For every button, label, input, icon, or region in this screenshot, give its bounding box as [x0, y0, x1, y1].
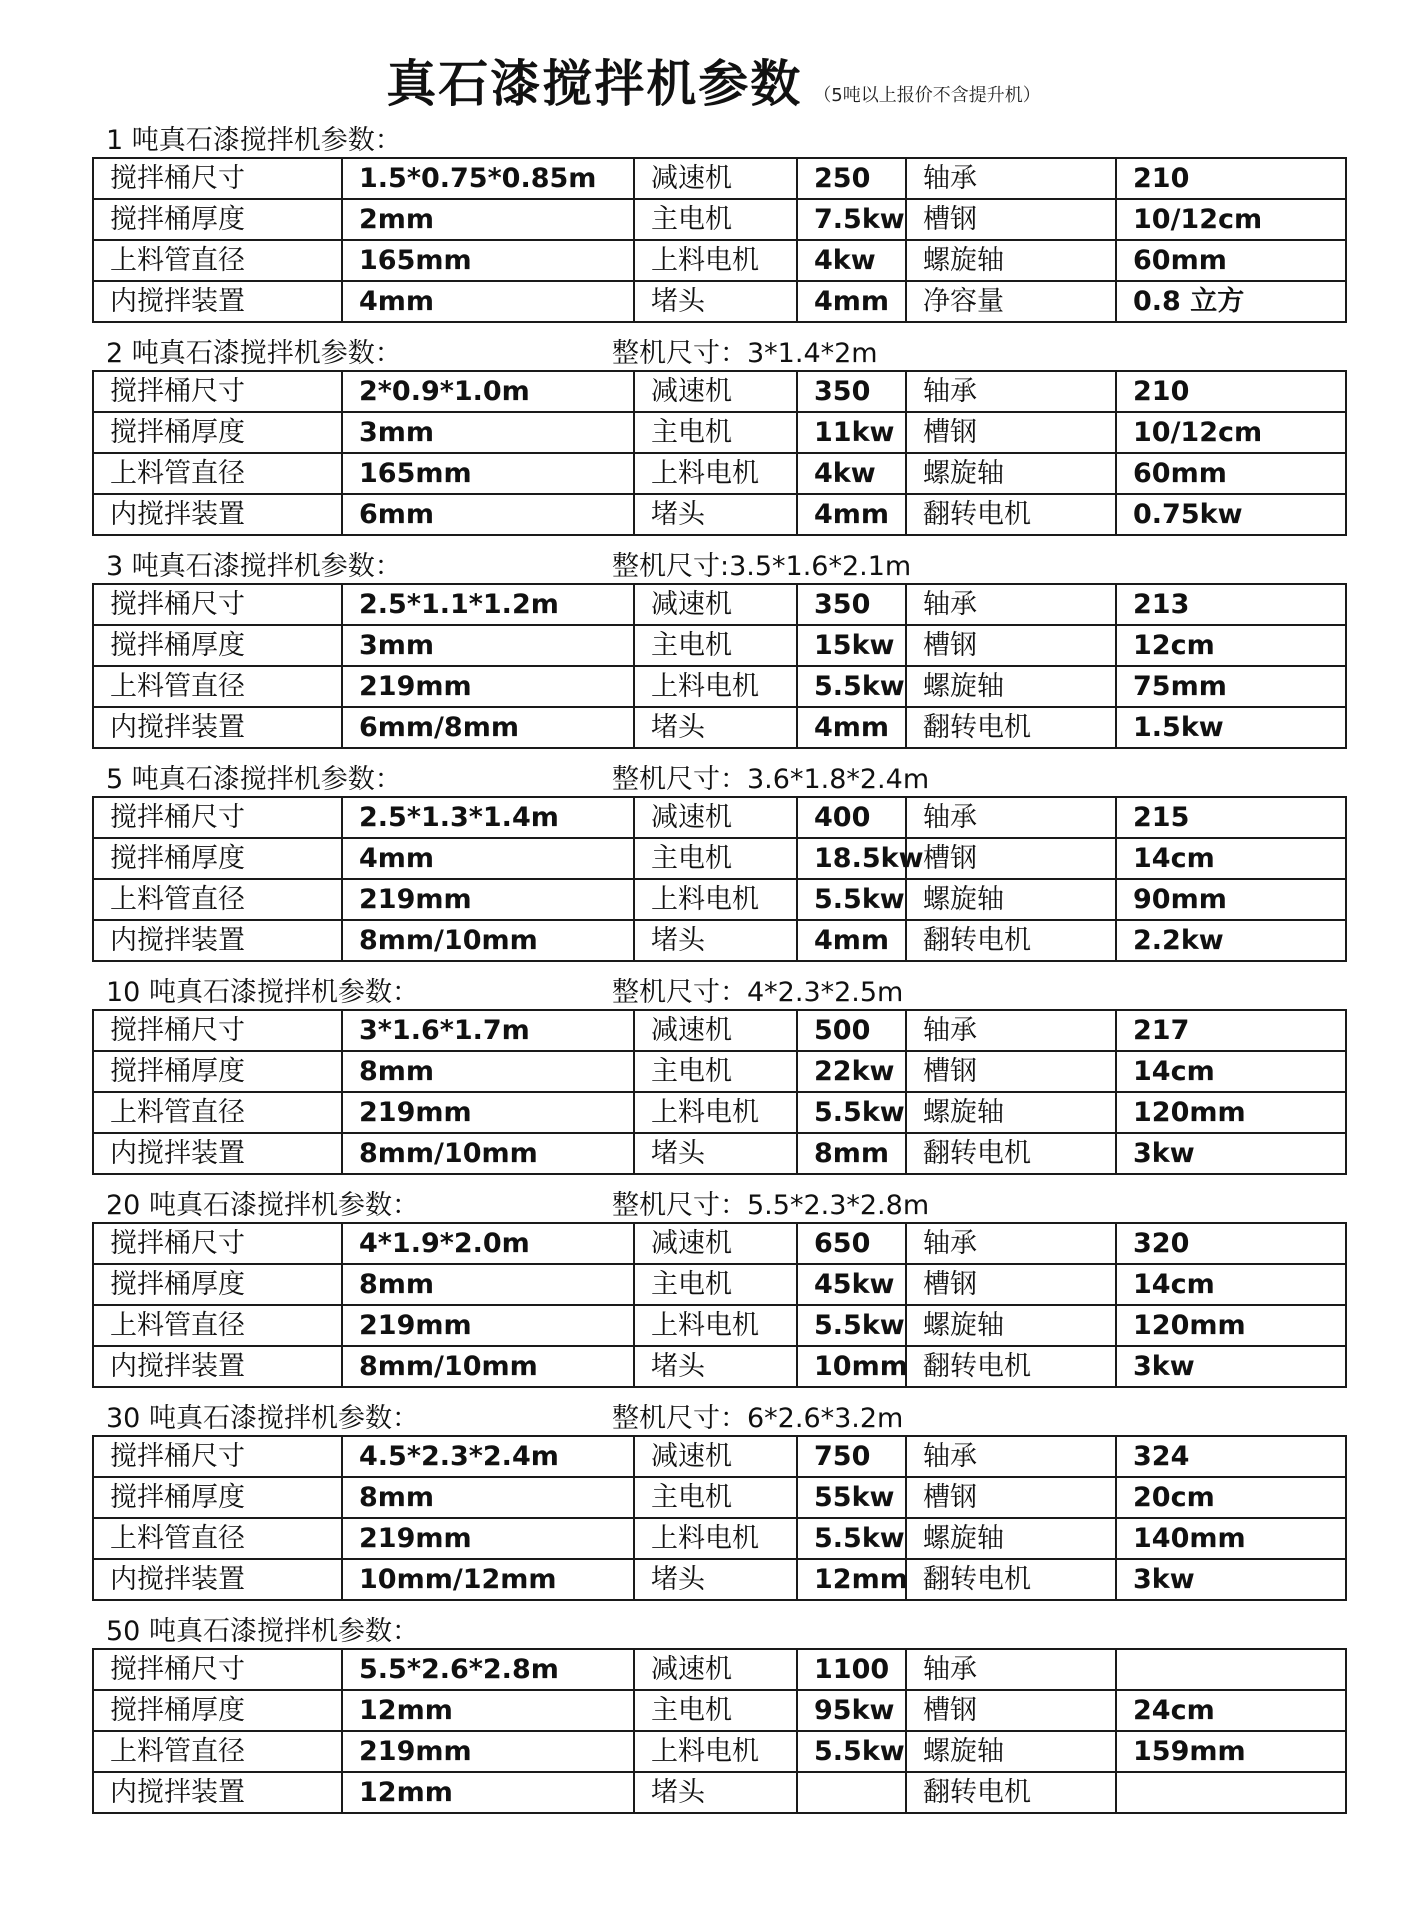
spec-table: [92, 370, 1347, 536]
param-label: 主电机: [634, 625, 797, 666]
param-value: 5.5kw: [797, 666, 906, 707]
param-label: 槽钢: [906, 625, 1116, 666]
param-value: 10mm/12mm: [342, 1559, 634, 1600]
param-value: 8mm: [342, 1264, 634, 1305]
param-value: 22kw: [797, 1051, 906, 1092]
param-label: 翻转电机: [906, 1133, 1116, 1174]
section-title: 20 吨真石漆搅拌机参数：: [106, 1190, 419, 1221]
param-label: 搅拌桶尺寸: [93, 158, 342, 199]
table-row: [93, 240, 1346, 281]
param-value: 219mm: [342, 666, 634, 707]
param-value: 6mm: [342, 494, 634, 535]
machine-overall-size: 整机尺寸:3.5*1.6*2.1m: [612, 551, 912, 582]
param-value: 215: [1116, 797, 1346, 838]
section-header: [92, 763, 1345, 796]
param-value: 219mm: [342, 879, 634, 920]
table-row: [93, 1559, 1346, 1600]
param-value: 650: [797, 1223, 906, 1264]
table-row: [93, 1436, 1346, 1477]
table-row: [93, 1092, 1346, 1133]
param-label: 上料管直径: [93, 1305, 342, 1346]
param-label: 减速机: [634, 1436, 797, 1477]
param-value: 7.5kw: [797, 199, 906, 240]
param-label: 槽钢: [906, 1477, 1116, 1518]
table-row: [93, 797, 1346, 838]
table-row: [93, 1305, 1346, 1346]
param-value: 217: [1116, 1010, 1346, 1051]
table-row: [93, 625, 1346, 666]
table-row: [93, 1223, 1346, 1264]
param-value: 8mm: [342, 1051, 634, 1092]
param-value: 4mm: [797, 707, 906, 748]
param-label: 翻转电机: [906, 1346, 1116, 1387]
param-label: 翻转电机: [906, 1772, 1116, 1813]
param-value: 45kw: [797, 1264, 906, 1305]
table-row: [93, 1690, 1346, 1731]
section-header: [92, 1615, 1345, 1648]
param-value: 10mm: [797, 1346, 906, 1387]
param-value: 250: [797, 158, 906, 199]
param-value: [1116, 1772, 1346, 1813]
param-value: 219mm: [342, 1305, 634, 1346]
machine-overall-size: 整机尺寸：6*2.6*3.2m: [612, 1403, 904, 1434]
param-label: 槽钢: [906, 1264, 1116, 1305]
param-label: 螺旋轴: [906, 453, 1116, 494]
param-value: 6mm/8mm: [342, 707, 634, 748]
param-label: 螺旋轴: [906, 879, 1116, 920]
param-value: 5.5*2.6*2.8m: [342, 1649, 634, 1690]
param-value: 4mm: [797, 281, 906, 322]
param-value: 8mm/10mm: [342, 1133, 634, 1174]
param-label: 上料管直径: [93, 453, 342, 494]
param-label: 搅拌桶尺寸: [93, 797, 342, 838]
param-label: 减速机: [634, 371, 797, 412]
param-value: 5.5kw: [797, 1731, 906, 1772]
param-label: 轴承: [906, 158, 1116, 199]
param-value: 4mm: [797, 494, 906, 535]
param-label: 轴承: [906, 1223, 1116, 1264]
param-label: 上料管直径: [93, 666, 342, 707]
table-row: [93, 1772, 1346, 1813]
param-value: 320: [1116, 1223, 1346, 1264]
param-label: 搅拌桶尺寸: [93, 1010, 342, 1051]
table-row: [93, 1133, 1346, 1174]
param-value: 3*1.6*1.7m: [342, 1010, 634, 1051]
param-value: 60mm: [1116, 453, 1346, 494]
param-label: 槽钢: [906, 838, 1116, 879]
param-value: 90mm: [1116, 879, 1346, 920]
param-value: 55kw: [797, 1477, 906, 1518]
param-value: 4.5*2.3*2.4m: [342, 1436, 634, 1477]
param-value: 5.5kw: [797, 1092, 906, 1133]
param-label: 螺旋轴: [906, 1092, 1116, 1133]
param-label: 内搅拌装置: [93, 1559, 342, 1600]
param-value: 11kw: [797, 412, 906, 453]
param-label: 搅拌桶厚度: [93, 625, 342, 666]
param-label: 内搅拌装置: [93, 1133, 342, 1174]
param-value: 5.5kw: [797, 1305, 906, 1346]
param-value: 165mm: [342, 240, 634, 281]
param-label: 堵头: [634, 1559, 797, 1600]
table-row: [93, 879, 1346, 920]
param-label: 搅拌桶尺寸: [93, 1436, 342, 1477]
param-value: 350: [797, 371, 906, 412]
spec-section: [92, 550, 1345, 763]
param-label: 槽钢: [906, 199, 1116, 240]
param-label: 堵头: [634, 920, 797, 961]
table-row: [93, 1649, 1346, 1690]
section-header: [92, 337, 1345, 370]
param-value: 1.5*0.75*0.85m: [342, 158, 634, 199]
param-value: 2.5*1.3*1.4m: [342, 797, 634, 838]
param-value: 4mm: [797, 920, 906, 961]
param-label: 上料管直径: [93, 240, 342, 281]
spec-table: [92, 1222, 1347, 1388]
param-label: 轴承: [906, 584, 1116, 625]
param-value: 2.5*1.1*1.2m: [342, 584, 634, 625]
spec-table: [92, 583, 1347, 749]
param-label: 轴承: [906, 1010, 1116, 1051]
param-value: 12mm: [342, 1772, 634, 1813]
param-label: 槽钢: [906, 1051, 1116, 1092]
param-label: 搅拌桶尺寸: [93, 1223, 342, 1264]
param-value: 8mm/10mm: [342, 1346, 634, 1387]
sections-container: [92, 124, 1345, 1828]
table-row: [93, 838, 1346, 879]
table-row: [93, 281, 1346, 322]
table-row: [93, 1477, 1346, 1518]
param-value: 219mm: [342, 1518, 634, 1559]
param-value: 15kw: [797, 625, 906, 666]
machine-overall-size: 整机尺寸：3*1.4*2m: [612, 338, 878, 369]
param-value: 500: [797, 1010, 906, 1051]
param-label: 内搅拌装置: [93, 707, 342, 748]
param-value: 2.2kw: [1116, 920, 1346, 961]
param-label: 减速机: [634, 1010, 797, 1051]
param-label: 净容量: [906, 281, 1116, 322]
param-label: 主电机: [634, 1477, 797, 1518]
param-label: 上料管直径: [93, 1518, 342, 1559]
param-value: 60mm: [1116, 240, 1346, 281]
param-label: 搅拌桶厚度: [93, 1477, 342, 1518]
table-row: [93, 453, 1346, 494]
param-value: 213: [1116, 584, 1346, 625]
param-label: 内搅拌装置: [93, 281, 342, 322]
param-value: 219mm: [342, 1731, 634, 1772]
param-label: 槽钢: [906, 412, 1116, 453]
param-value: 0.75kw: [1116, 494, 1346, 535]
param-value: 2*0.9*1.0m: [342, 371, 634, 412]
param-label: 主电机: [634, 1264, 797, 1305]
section-title: 3 吨真石漆搅拌机参数：: [106, 551, 402, 582]
param-value: 210: [1116, 158, 1346, 199]
param-value: 165mm: [342, 453, 634, 494]
param-label: 翻转电机: [906, 707, 1116, 748]
param-value: 4kw: [797, 240, 906, 281]
param-label: 堵头: [634, 281, 797, 322]
param-value: 75mm: [1116, 666, 1346, 707]
param-value: 159mm: [1116, 1731, 1346, 1772]
section-header: [92, 1402, 1345, 1435]
table-row: [93, 920, 1346, 961]
param-value: 95kw: [797, 1690, 906, 1731]
machine-overall-size: 整机尺寸：3.6*1.8*2.4m: [612, 764, 930, 795]
table-row: [93, 1346, 1346, 1387]
param-label: 搅拌桶尺寸: [93, 371, 342, 412]
param-label: 螺旋轴: [906, 1305, 1116, 1346]
param-value: 20cm: [1116, 1477, 1346, 1518]
table-row: [93, 1264, 1346, 1305]
param-label: 堵头: [634, 707, 797, 748]
param-label: 螺旋轴: [906, 1731, 1116, 1772]
param-value: 5.5kw: [797, 879, 906, 920]
param-label: 上料电机: [634, 453, 797, 494]
spec-section: [92, 1402, 1345, 1615]
param-label: 上料电机: [634, 1731, 797, 1772]
section-title: 10 吨真石漆搅拌机参数：: [106, 977, 419, 1008]
param-label: 内搅拌装置: [93, 920, 342, 961]
section-header: [92, 550, 1345, 583]
param-value: 10/12cm: [1116, 412, 1346, 453]
table-row: [93, 412, 1346, 453]
param-label: 轴承: [906, 1436, 1116, 1477]
machine-overall-size: 整机尺寸：5.5*2.3*2.8m: [612, 1190, 930, 1221]
param-value: 3kw: [1116, 1133, 1346, 1174]
table-row: [93, 707, 1346, 748]
param-label: 主电机: [634, 1690, 797, 1731]
param-label: 上料电机: [634, 1305, 797, 1346]
param-label: 减速机: [634, 1649, 797, 1690]
param-label: 内搅拌装置: [93, 494, 342, 535]
param-value: 140mm: [1116, 1518, 1346, 1559]
spec-table: [92, 1009, 1347, 1175]
param-value: 4kw: [797, 453, 906, 494]
param-label: 减速机: [634, 584, 797, 625]
param-label: 堵头: [634, 1346, 797, 1387]
section-title: 5 吨真石漆搅拌机参数：: [106, 764, 402, 795]
param-label: 上料电机: [634, 240, 797, 281]
table-row: [93, 1731, 1346, 1772]
param-label: 翻转电机: [906, 1559, 1116, 1600]
param-label: 翻转电机: [906, 494, 1116, 535]
param-label: 上料电机: [634, 666, 797, 707]
param-value: 4*1.9*2.0m: [342, 1223, 634, 1264]
param-label: 减速机: [634, 1223, 797, 1264]
spec-section: [92, 337, 1345, 550]
param-value: 14cm: [1116, 1051, 1346, 1092]
param-label: 搅拌桶厚度: [93, 1690, 342, 1731]
table-row: [93, 494, 1346, 535]
param-value: 3mm: [342, 625, 634, 666]
section-header: [92, 124, 1345, 157]
table-row: [93, 584, 1346, 625]
param-value: 400: [797, 797, 906, 838]
spec-section: [92, 763, 1345, 976]
table-row: [93, 158, 1346, 199]
param-value: 10/12cm: [1116, 199, 1346, 240]
param-value: 1.5kw: [1116, 707, 1346, 748]
param-value: 3kw: [1116, 1559, 1346, 1600]
section-title: 30 吨真石漆搅拌机参数：: [106, 1403, 419, 1434]
param-value: 0.8 立方: [1116, 281, 1346, 322]
param-label: 搅拌桶尺寸: [93, 1649, 342, 1690]
param-label: 主电机: [634, 199, 797, 240]
param-label: 上料电机: [634, 879, 797, 920]
title-row: [0, 44, 1427, 116]
spec-table: [92, 1648, 1347, 1814]
table-row: [93, 1051, 1346, 1092]
param-label: 螺旋轴: [906, 240, 1116, 281]
param-label: 上料管直径: [93, 1731, 342, 1772]
param-label: 槽钢: [906, 1690, 1116, 1731]
param-label: 堵头: [634, 494, 797, 535]
param-value: 120mm: [1116, 1092, 1346, 1133]
param-value: 2mm: [342, 199, 634, 240]
spec-table: [92, 1435, 1347, 1601]
table-row: [93, 371, 1346, 412]
param-value: 5.5kw: [797, 1518, 906, 1559]
table-row: [93, 199, 1346, 240]
param-value: [1116, 1649, 1346, 1690]
section-header: [92, 1189, 1345, 1222]
spec-table: [92, 796, 1347, 962]
param-label: 轴承: [906, 371, 1116, 412]
table-row: [93, 1010, 1346, 1051]
section-title: 2 吨真石漆搅拌机参数：: [106, 338, 402, 369]
machine-overall-size: 整机尺寸：4*2.3*2.5m: [612, 977, 904, 1008]
param-value: 24cm: [1116, 1690, 1346, 1731]
param-value: 3mm: [342, 412, 634, 453]
param-value: 18.5kw: [797, 838, 906, 879]
param-value: 120mm: [1116, 1305, 1346, 1346]
param-label: 螺旋轴: [906, 666, 1116, 707]
param-value: 324: [1116, 1436, 1346, 1477]
param-label: 减速机: [634, 797, 797, 838]
param-value: 12cm: [1116, 625, 1346, 666]
param-value: 210: [1116, 371, 1346, 412]
param-value: 12mm: [797, 1559, 906, 1600]
section-header: [92, 976, 1345, 1009]
spec-section: [92, 1189, 1345, 1402]
spec-section: [92, 124, 1345, 337]
param-label: 螺旋轴: [906, 1518, 1116, 1559]
param-value: 750: [797, 1436, 906, 1477]
param-label: 搅拌桶厚度: [93, 199, 342, 240]
param-label: 搅拌桶尺寸: [93, 584, 342, 625]
param-label: 搅拌桶厚度: [93, 1264, 342, 1305]
param-label: 上料电机: [634, 1518, 797, 1559]
spec-section: [92, 976, 1345, 1189]
param-label: 搅拌桶厚度: [93, 412, 342, 453]
table-row: [93, 666, 1346, 707]
title-note: （5吨以上报价不含提升机）: [813, 85, 1041, 106]
param-value: 4mm: [342, 281, 634, 322]
param-label: 堵头: [634, 1772, 797, 1813]
param-value: 1100: [797, 1649, 906, 1690]
param-label: 上料管直径: [93, 1092, 342, 1133]
spec-table: [92, 157, 1347, 323]
param-value: 8mm: [342, 1477, 634, 1518]
param-value: 4mm: [342, 838, 634, 879]
param-label: 主电机: [634, 838, 797, 879]
param-value: 14cm: [1116, 1264, 1346, 1305]
param-label: 轴承: [906, 797, 1116, 838]
param-value: 219mm: [342, 1092, 634, 1133]
param-value: 12mm: [342, 1690, 634, 1731]
param-label: 堵头: [634, 1133, 797, 1174]
param-value: 8mm/10mm: [342, 920, 634, 961]
param-label: 翻转电机: [906, 920, 1116, 961]
section-title: 50 吨真石漆搅拌机参数：: [106, 1616, 419, 1647]
param-label: 减速机: [634, 158, 797, 199]
section-title: 1 吨真石漆搅拌机参数：: [106, 125, 402, 156]
param-label: 上料电机: [634, 1092, 797, 1133]
param-label: 内搅拌装置: [93, 1772, 342, 1813]
param-value: [797, 1772, 906, 1813]
spec-section: [92, 1615, 1345, 1828]
param-value: 8mm: [797, 1133, 906, 1174]
param-value: 3kw: [1116, 1346, 1346, 1387]
param-label: 上料管直径: [93, 879, 342, 920]
param-label: 内搅拌装置: [93, 1346, 342, 1387]
param-label: 轴承: [906, 1649, 1116, 1690]
param-label: 搅拌桶厚度: [93, 838, 342, 879]
param-label: 主电机: [634, 1051, 797, 1092]
param-value: 14cm: [1116, 838, 1346, 879]
table-row: [93, 1518, 1346, 1559]
page-title: 真石漆搅拌机参数: [386, 54, 803, 113]
param-label: 搅拌桶厚度: [93, 1051, 342, 1092]
param-label: 主电机: [634, 412, 797, 453]
param-value: 350: [797, 584, 906, 625]
